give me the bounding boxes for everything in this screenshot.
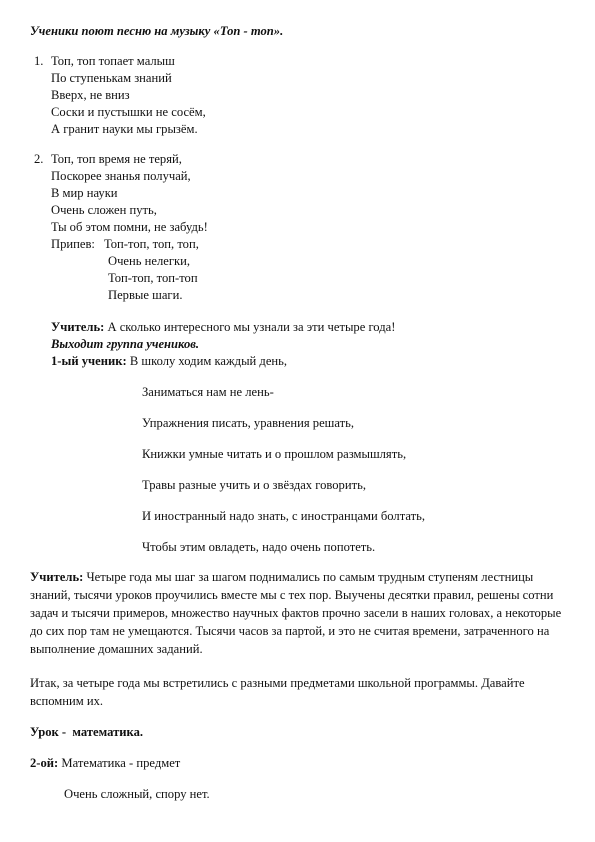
student1-line: И иностранный надо знать, с иностранцами болтать, (142, 509, 426, 523)
lesson-label: Урок - (30, 725, 67, 739)
verse2-line: Топ, топ время не теряй, (51, 152, 182, 166)
chorus-line: Топ-топ, топ-топ (108, 271, 198, 285)
final-line: Очень сложный, спору нет. (64, 787, 210, 801)
student1-line: Заниматься нам не лень- (142, 385, 274, 399)
speaker-label: 1-ый ученик: (51, 354, 127, 368)
intro-line: Ученики поют песню на музыку «Топ - топ». (30, 24, 284, 38)
teacher-paragraph (30, 568, 575, 658)
student1-first-line (51, 354, 287, 369)
student2-line (30, 756, 180, 771)
speaker-label: Учитель: (51, 320, 105, 334)
verse2-line: Очень сложен путь, (51, 203, 157, 217)
lesson-subject: математика. (72, 725, 144, 739)
speaker-label: Учитель: (30, 570, 84, 584)
verse1-line: А гранит науки мы грызём. (51, 122, 198, 136)
chorus-label: Припев: (51, 237, 95, 251)
chorus-line: Топ-топ, топ, топ, (104, 237, 199, 251)
student2-text: Математика - предмет (61, 756, 181, 770)
student1-line: Упражнения писать, уравнения решать, (142, 416, 355, 430)
verse1-line: По ступенькам знаний (51, 71, 172, 85)
verse1-line: Вверх, не вниз (51, 88, 130, 102)
student1-text: В школу ходим каждый день, (129, 354, 288, 368)
verse1-line: Топ, топ топает малыш (51, 54, 175, 68)
verse1-number: 1. (34, 54, 44, 68)
stage-direction: Выходит группа учеников. (51, 337, 200, 351)
teacher-remark (51, 320, 395, 335)
verse2-line: Ты об этом помни, не забудь! (51, 220, 208, 234)
verse1-line: Соски и пустышки не сосём, (51, 105, 206, 119)
verse2-number: 2. (34, 152, 44, 166)
student1-line: Чтобы этим овладеть, надо очень попотеть. (142, 540, 376, 554)
teacher-text: А сколько интересного мы узнали за эти четыре года! (107, 320, 396, 334)
chorus-line: Очень нелегки, (108, 254, 191, 268)
lesson-heading (30, 725, 143, 740)
speaker-label: 2-ой: (30, 756, 59, 770)
verse2-line: В мир науки (51, 186, 118, 200)
student1-line: Книжки умные читать и о прошлом размышлять, (142, 447, 407, 461)
student1-line: Травы разные учить и о звёздах говорить, (142, 478, 366, 492)
summary-paragraph: Итак, за четыре года мы встретились с разными предметами школьной программы. Давайте вспомним их. (30, 676, 525, 708)
verse2-line: Поскорее знанья получай, (51, 169, 191, 183)
chorus-line: Первые шаги. (108, 288, 183, 302)
teacher-paragraph-text: Четыре года мы шаг за шагом поднимались по самым трудным ступеням лестницы знаний, тысячи уроков проучились вместе мы с тех пор. Выучены десятки правил, решены сотни задач и тысячи примеров, множество научных фактов прочно засели в наших головах, а некоторые до сих пор там не умещаются. Тысячи часов за партой, и это не считая времени, затраченного на выполнение домашних заданий. (30, 570, 562, 656)
